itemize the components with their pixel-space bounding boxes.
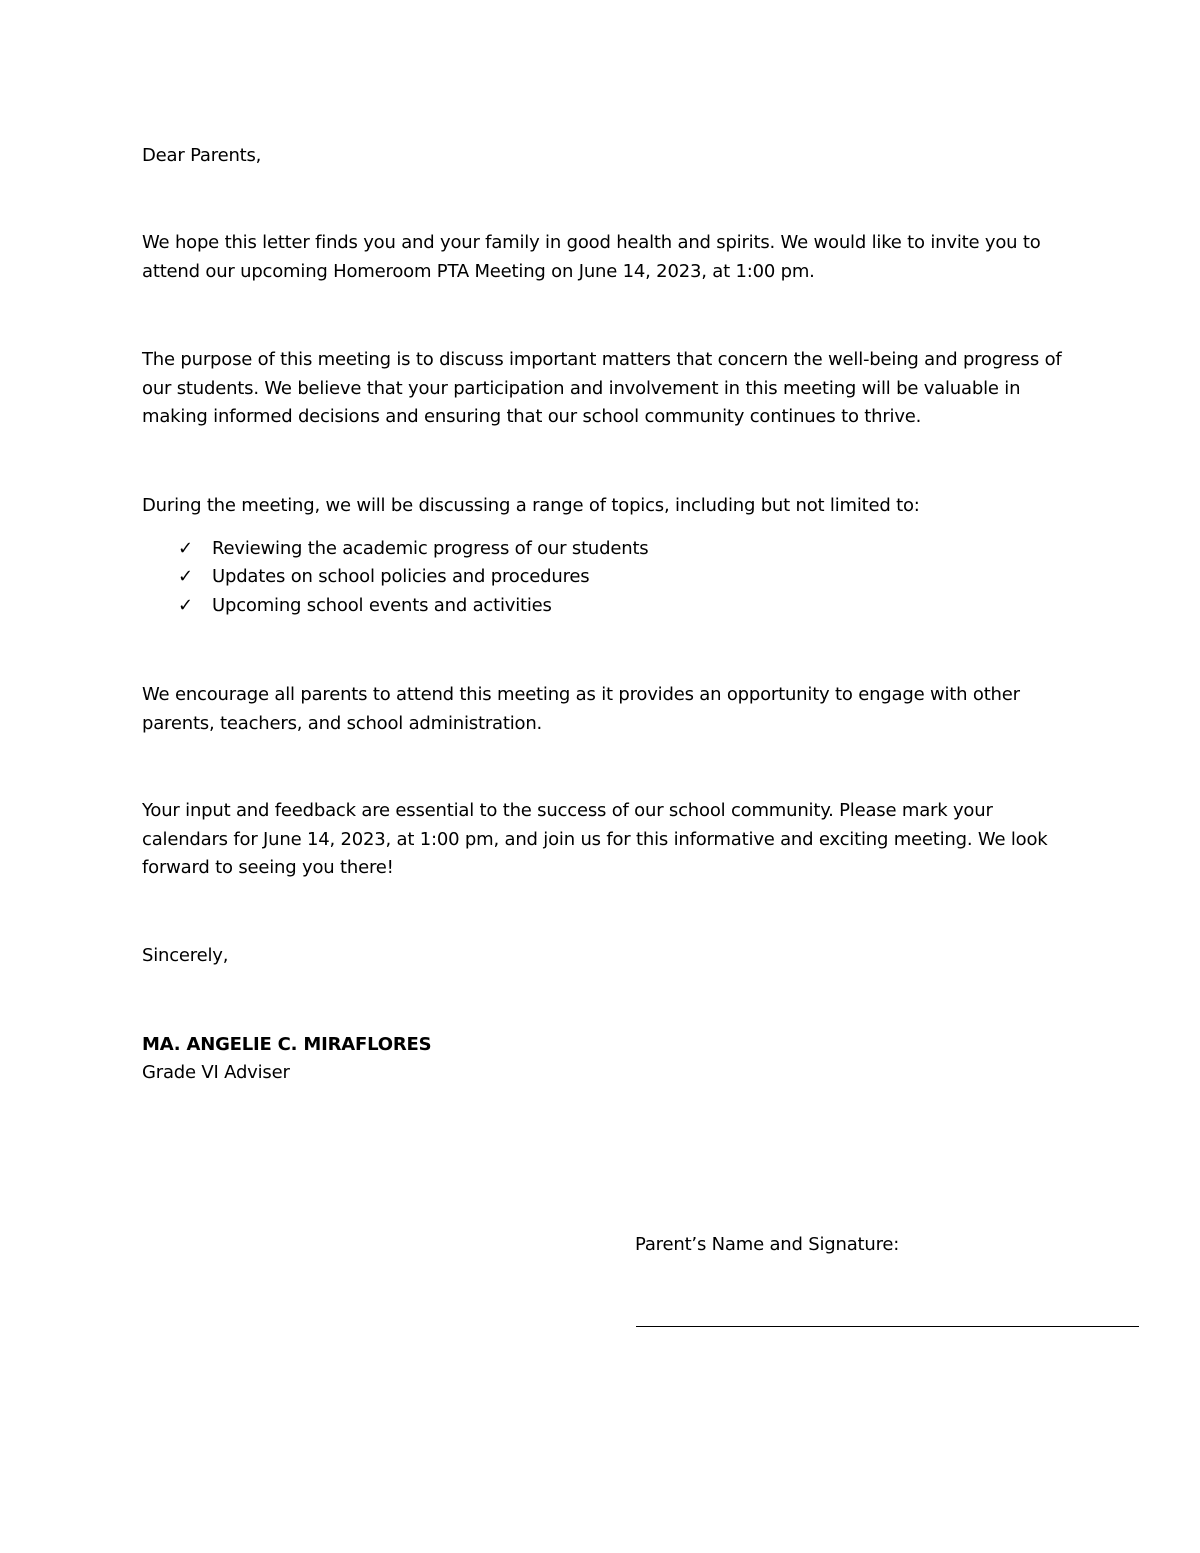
paragraph-line: The purpose of this meeting is to discuss important matters that concern the well-being and progress of	[142, 349, 1062, 370]
parent-signature-label: Parent’s Name and Signature:	[635, 1234, 900, 1255]
list-item-label: Upcoming school events and activities	[212, 594, 552, 616]
paragraph-encourage	[142, 681, 1020, 738]
paragraph-line: parents, teachers, and school administration.	[142, 712, 543, 734]
list-item	[178, 535, 648, 563]
salutation: Dear Parents,	[142, 145, 262, 166]
paragraph-line: We encourage all parents to attend this meeting as it provides an opportunity to engage with other	[142, 684, 1020, 705]
paragraph-line: Your input and feedback are essential to the success of our school community. Please mark your	[142, 800, 993, 821]
checkmark-icon: ✓	[178, 538, 193, 559]
topics-list	[178, 535, 648, 620]
signer-name: MA. ANGELIE C. MIRAFLORES	[142, 1034, 432, 1055]
closing: Sincerely,	[142, 945, 229, 966]
paragraph-line: our students. We believe that your participation and involvement in this meeting will be valuable in	[142, 377, 1021, 399]
list-item-label: Reviewing the academic progress of our students	[212, 538, 649, 559]
topics-intro: During the meeting, we will be discussing a range of topics, including but not limited to:	[142, 495, 920, 516]
checkmark-icon: ✓	[178, 594, 193, 616]
list-item	[178, 563, 648, 591]
list-item-label: Updates on school policies and procedures	[212, 566, 590, 588]
paragraph-line: We hope this letter finds you and your family in good health and spirits. We would like to invite you to	[142, 232, 1041, 253]
paragraph-feedback	[142, 797, 1048, 883]
paragraph-line: attend our upcoming Homeroom PTA Meeting on June 14, 2023, at 1:00 pm.	[142, 260, 815, 282]
paragraph-line: making informed decisions and ensuring that our school community continues to thrive.	[142, 406, 922, 427]
signature-line	[636, 1326, 1139, 1327]
list-item	[178, 592, 648, 620]
paragraph-invitation	[142, 229, 1041, 286]
paragraph-line: calendars for June 14, 2023, at 1:00 pm, and join us for this informative and exciting meeting. We look	[142, 828, 1048, 850]
paragraph-purpose	[142, 346, 1062, 432]
paragraph-line: forward to seeing you there!	[142, 857, 394, 878]
checkmark-icon: ✓	[178, 566, 193, 588]
signer-title: Grade VI Adviser	[142, 1062, 290, 1083]
